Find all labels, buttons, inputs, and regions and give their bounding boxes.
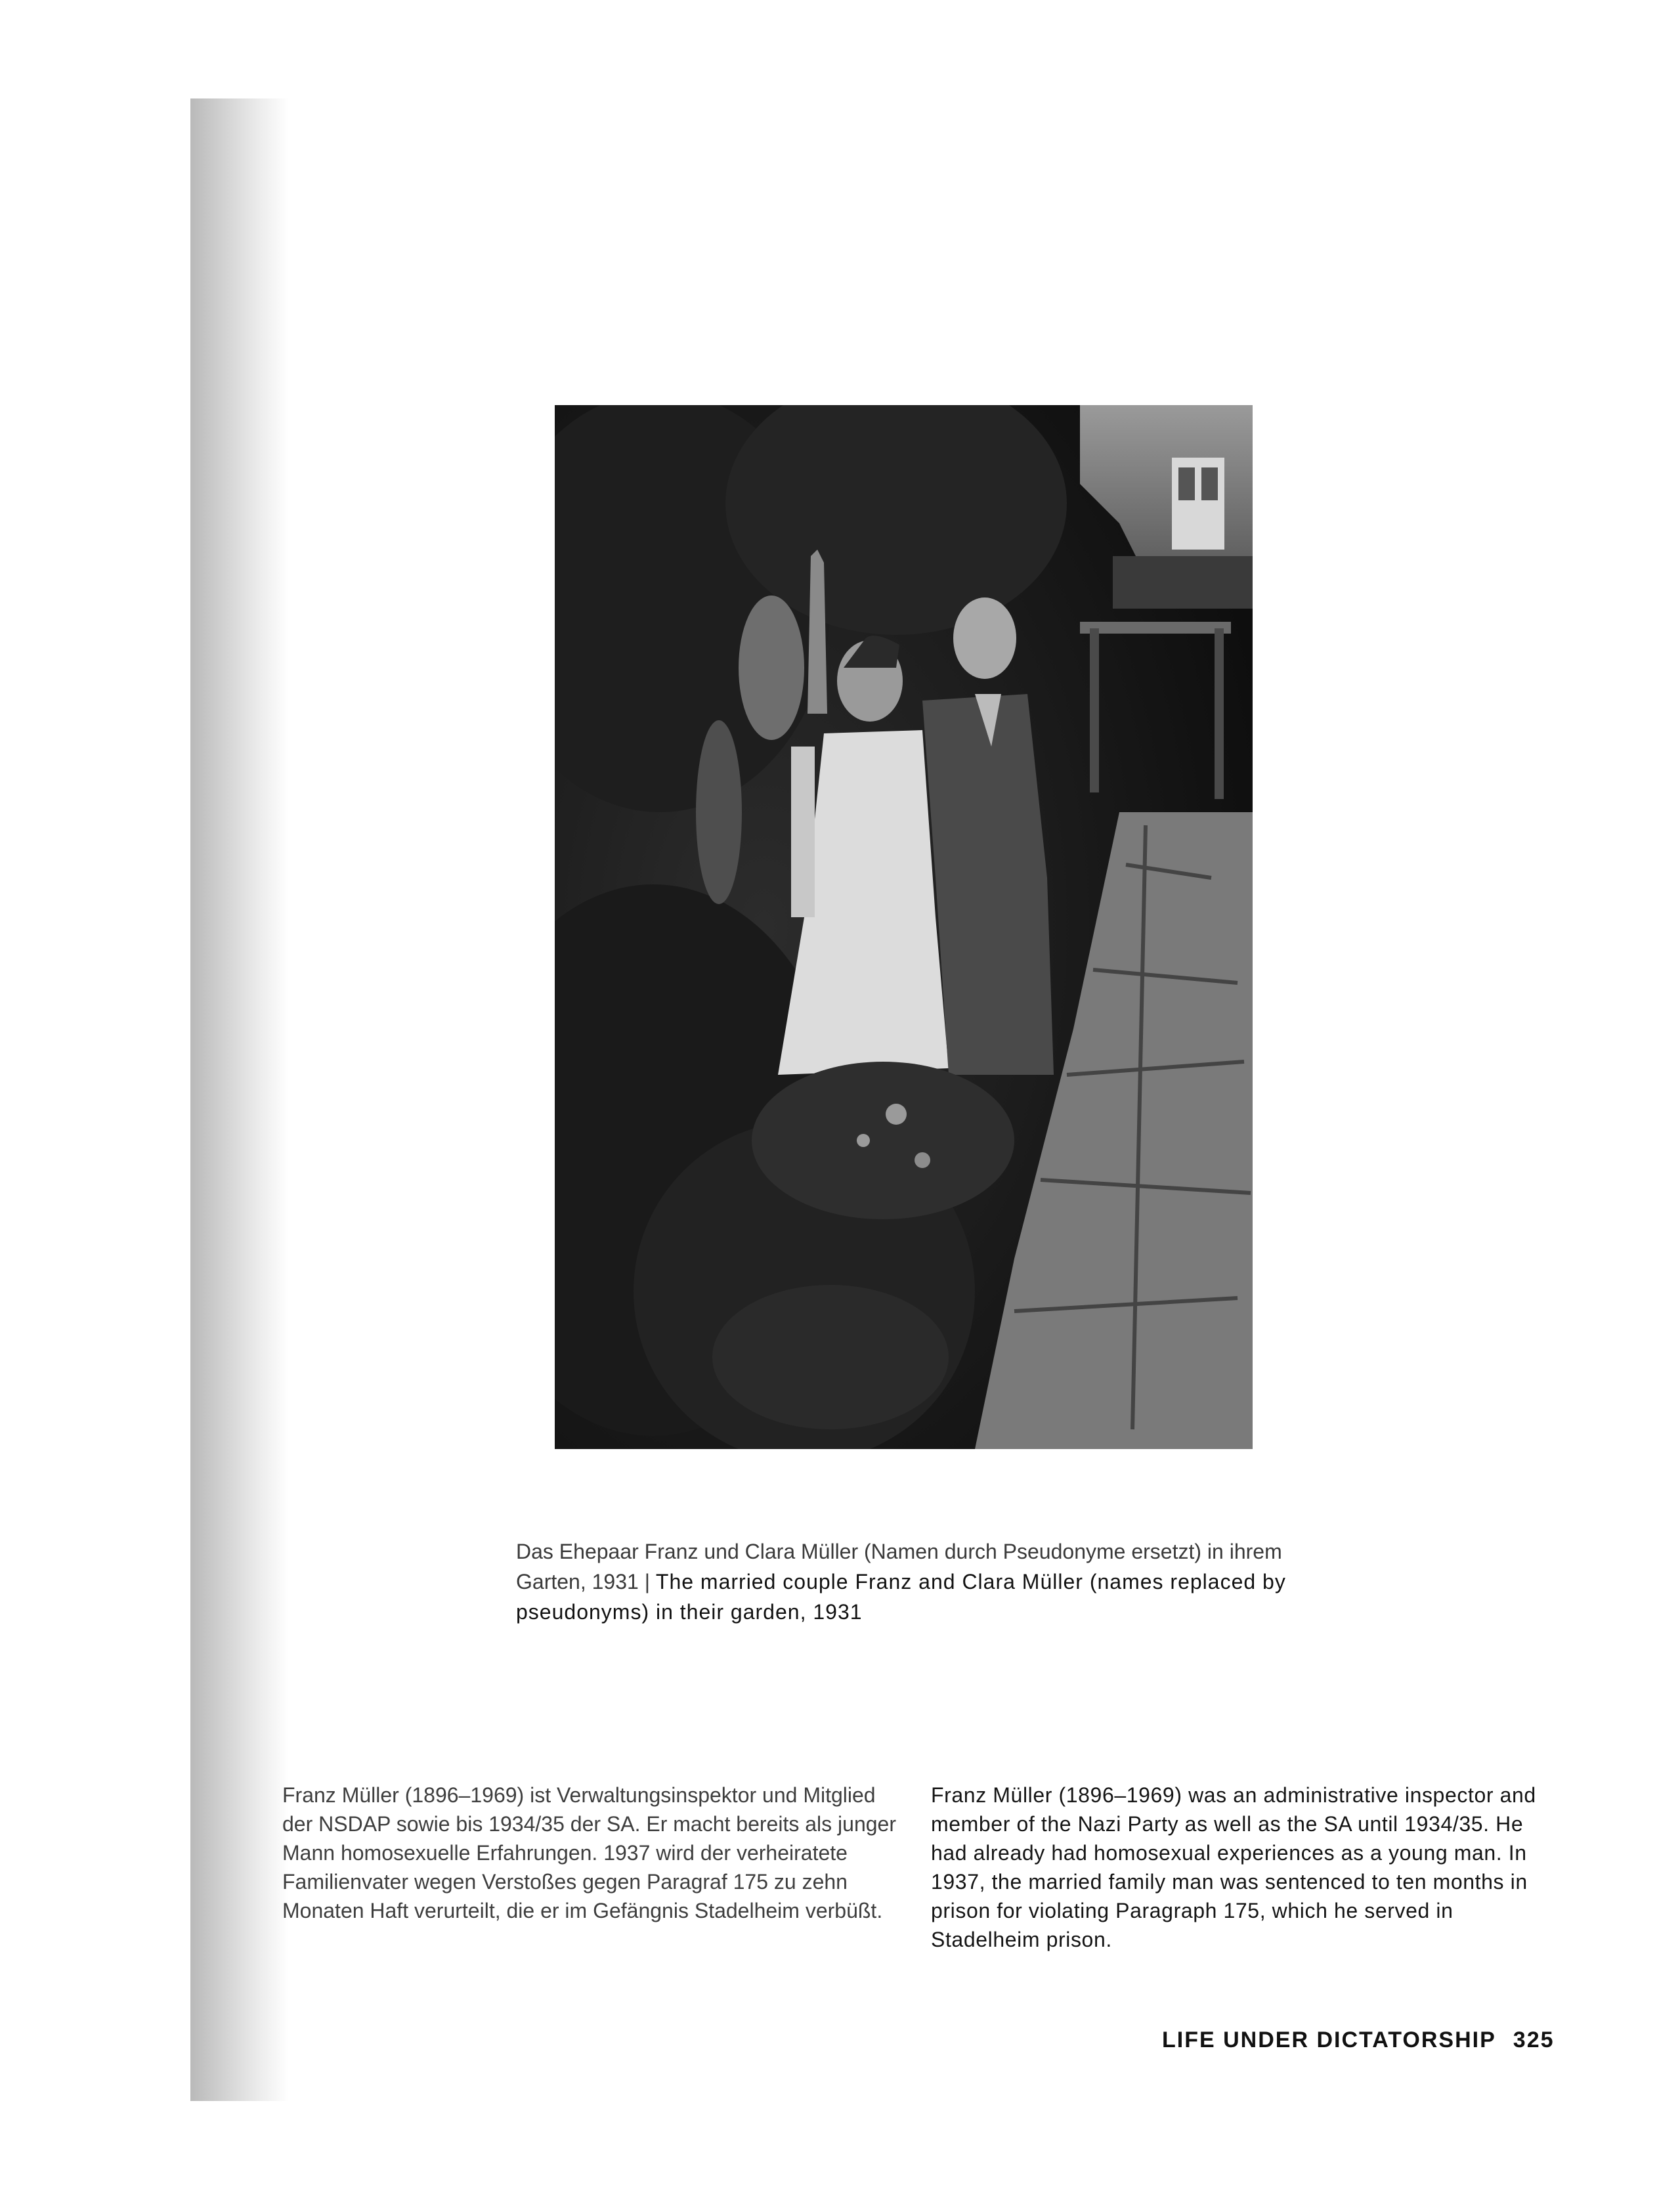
caption-german: Das Ehepaar Franz und Clara Müller (Namen durch Pseudonyme ersetzt) in ihrem Garten, 1931 — [516, 1540, 1282, 1593]
running-footer — [1162, 2027, 1555, 2053]
caption-english: The married couple Franz and Clara Müller (names replaced by pseudonyms) in their garden, 1931 — [516, 1570, 1286, 1624]
body-text-german: Franz Müller (1896–1969) ist Verwaltungsinspektor und Mitglied der NSDAP sowie bis 1934/35 der SA. Er macht bereits als junger Mann homosexuelle Erfahrungen. 1937 wird der verheiratete Familienvater wegen Verstoßes gegen Paragraf 175 zu zehn Monaten Haft verurteilt, die er im Gefängnis Stadelheim verbüßt. — [282, 1783, 896, 1922]
couple-garden-photo — [555, 405, 1253, 1449]
body-text-english: Franz Müller (1896–1969) was an administrative inspector and member of the Nazi Party as well as the SA until 1934/35. He had already had homosexual experiences as a young man. In 1937, the married family man was sentenced to ten months in prison for violating Paragraph 175, which he served in Stadelheim prison. — [931, 1783, 1536, 1951]
scan-binding-shadow — [190, 98, 289, 2101]
caption-separator: | — [638, 1570, 656, 1593]
section-title: LIFE UNDER DICTATORSHIP — [1162, 2027, 1496, 2052]
page-number: 325 — [1513, 2027, 1555, 2052]
photo-caption — [516, 1536, 1304, 1627]
